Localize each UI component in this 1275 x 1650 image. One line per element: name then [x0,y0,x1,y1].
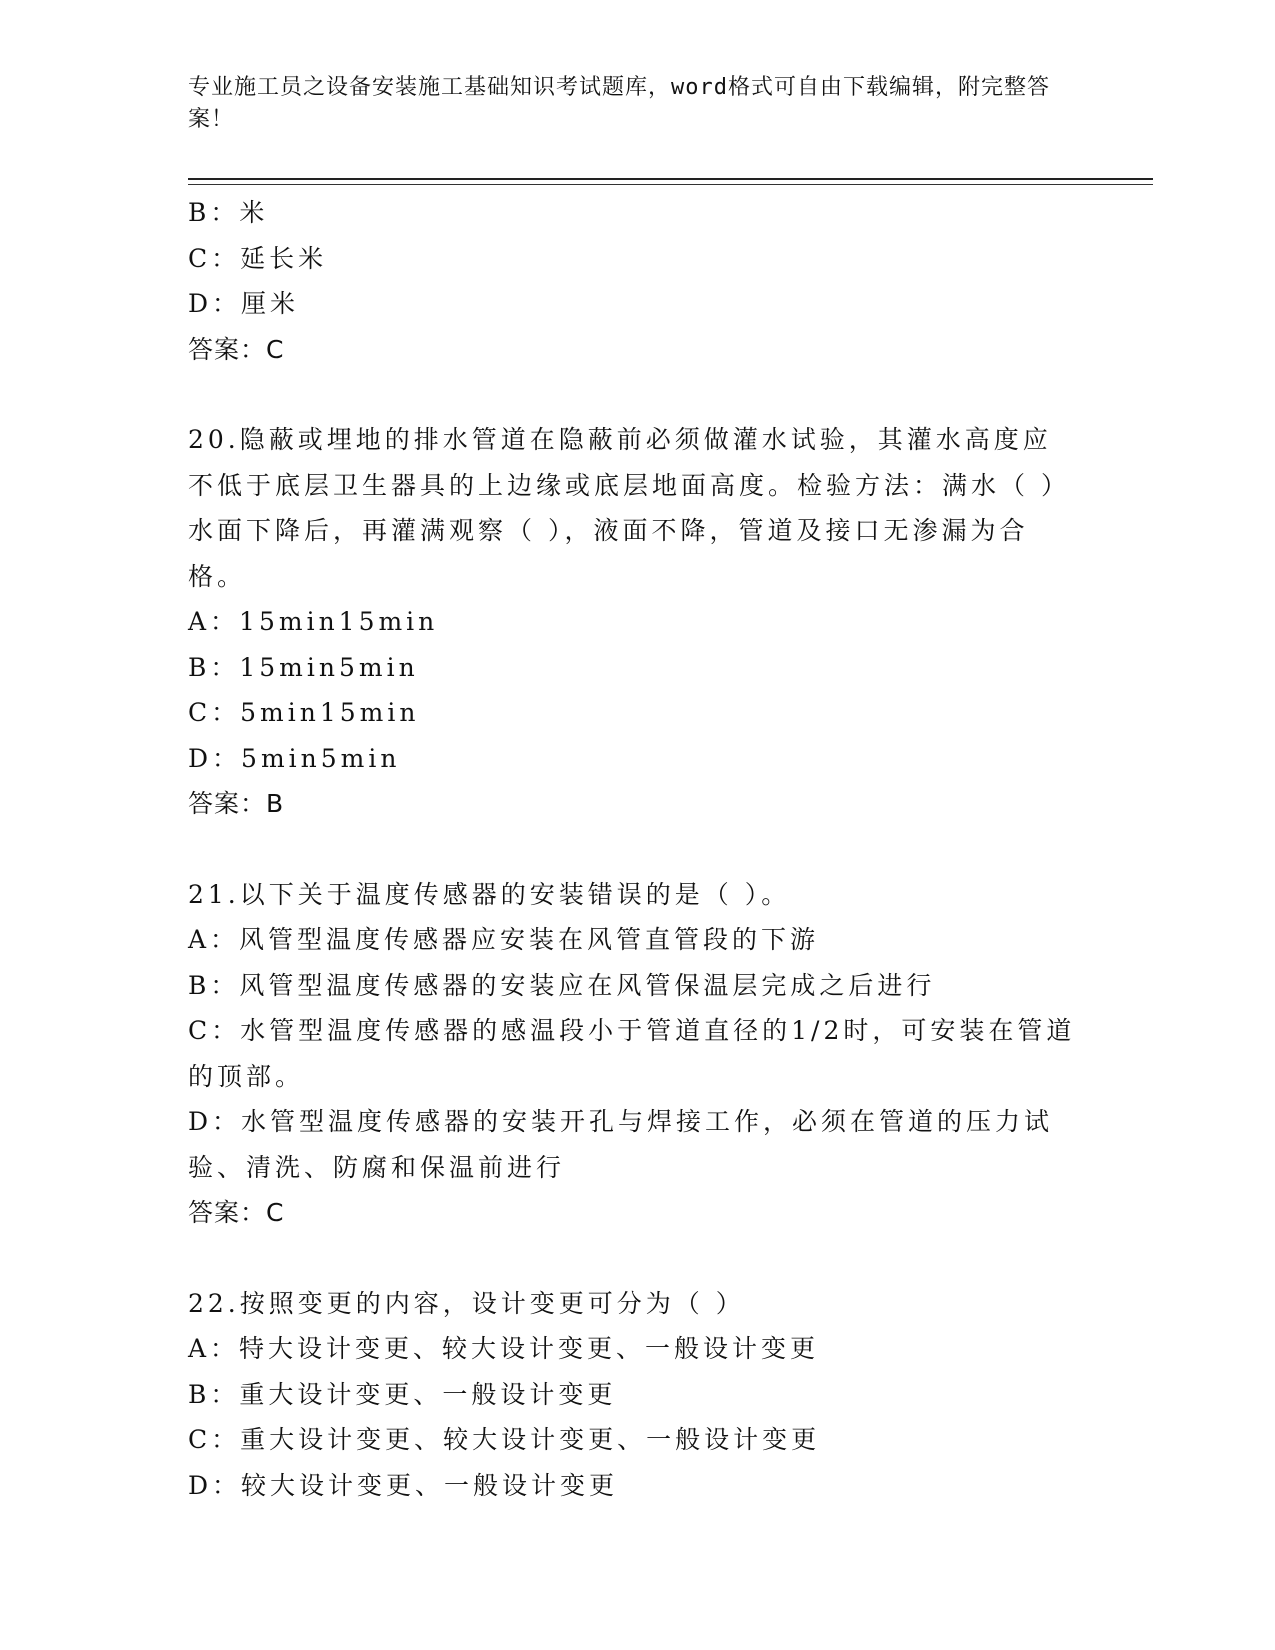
option-a: A：风管型温度传感器应安装在风管直管段的下游 [188,925,820,954]
option-c: C：水管型温度传感器的感温段小于管道直径的1/2时，可安装在管道的顶部。 [188,1016,1076,1091]
question-text: 22.按照变更的内容，设计变更可分为（ ） [188,1288,745,1318]
answer-line: 答案：C [188,1198,285,1227]
page-header-title: 专业施工员之设备安装施工基础知识考试题库，word格式可自由下载编辑，附完整答案！ [188,75,1050,132]
question-21-block [188,872,1078,1236]
option-a: A：15min15min [188,607,439,636]
option-a: A：特大设计变更、较大设计变更、一般设计变更 [188,1334,820,1363]
option-c: C：延长米 [188,243,328,273]
option-b: B：15min5min [188,652,419,682]
answer-line: 答案：B [188,789,285,818]
option-c: C：重大设计变更、较大设计变更、一般设计变更 [188,1425,821,1454]
header-divider-thin [188,184,1153,185]
question-text: 21.以下关于温度传感器的安装错误的是（ ）。 [188,879,791,909]
question-22-block [188,1281,1078,1509]
header-divider-thick [188,178,1153,180]
question-text: 20.隐蔽或埋地的排水管道在隐蔽前必须做灌水试验，其灌水高度应不低于底层卫生器具的上边缘或底层地面高度。检验方法：满水（ ）水面下降后，再灌满观察（ ），液面不降，管道及接口无渗漏为合格。 [188,425,1070,591]
option-b: B：米 [188,198,269,227]
option-b: B：风管型温度传感器的安装应在风管保温层完成之后进行 [188,970,936,1000]
question-20-block [188,417,1078,827]
option-d: D：5min5min [188,743,401,773]
option-c: C：5min15min [188,698,420,727]
answer-line: 答案：C [188,334,285,364]
option-d: D：较大设计变更、一般设计变更 [188,1470,619,1500]
question-19-block [188,190,1078,372]
exam-content [188,190,1078,1508]
option-b: B：重大设计变更、一般设计变更 [188,1379,617,1409]
option-d: D：水管型温度传感器的安装开孔与焊接工作，必须在管道的压力试验、清洗、防腐和保温前进行 [188,1107,1054,1182]
option-d: D：厘米 [188,289,300,318]
